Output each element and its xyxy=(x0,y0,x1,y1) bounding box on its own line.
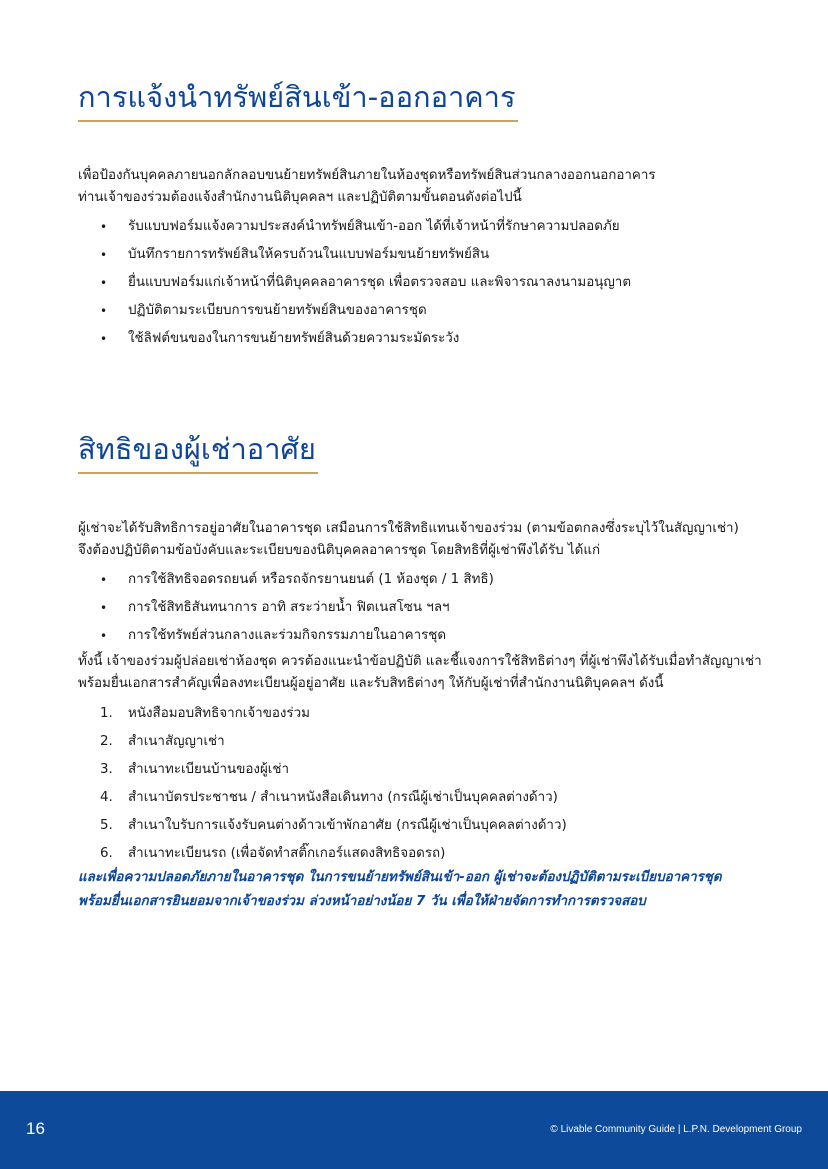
list-number: 5. xyxy=(100,818,113,833)
list-item-text: สำเนาสัญญาเช่า xyxy=(128,734,225,749)
list-item-text: ใช้ลิฟต์ขนของในการขนย้ายทรัพย์สินด้วยความระมัดระวัง xyxy=(128,331,460,346)
safety-note xyxy=(78,866,722,914)
list-item-text: ปฏิบัติตามระเบียบการขนย้ายทรัพย์สินของอาคารชุด xyxy=(128,303,427,318)
intro-line: ผู้เช่าจะได้รับสิทธิการอยู่อาศัยในอาคารชุด เสมือนการใช้สิทธิแทนเจ้าของร่วม (ตามข้อตกลงซึ่งระบุไว้ในสัญญาเช่า) xyxy=(78,521,739,536)
bullet-dot: • xyxy=(100,248,108,262)
section-title-tenant-rights: สิทธิของผู้เช่าอาศัย xyxy=(78,432,316,466)
list-item-text: สำเนาบัตรประชาชน / สำเนาหนังสือเดินทาง (กรณีผู้เช่าเป็นบุคคลต่างด้าว) xyxy=(128,790,558,805)
list-item-text: สำเนาทะเบียนบ้านของผู้เช่า xyxy=(128,762,289,777)
list-item xyxy=(78,241,631,269)
list-item-text: การใช้ทรัพย์ส่วนกลางและร่วมกิจกรรมภายในอาคารชุด xyxy=(128,628,447,643)
list-item-text: สำเนาทะเบียนรถ (เพื่อจัดทำสติ๊กเกอร์แสดงสิทธิจอดรถ) xyxy=(128,846,446,861)
list-item xyxy=(78,700,567,728)
bullet-dot: • xyxy=(100,601,108,615)
list-item xyxy=(78,566,494,594)
bullet-dot: • xyxy=(100,276,108,290)
list-item-text: การใช้สิทธิสันทนาการ อาทิ สระว่ายน้ำ ฟิตเนสโซน ฯลฯ xyxy=(128,600,450,615)
tenant-rights-list xyxy=(78,566,494,650)
bullet-dot: • xyxy=(100,573,108,587)
bullet-dot: • xyxy=(100,220,108,234)
list-item-text: สำเนาใบรับการแจ้งรับคนต่างด้าวเข้าพักอาศัย (กรณีผู้เช่าเป็นบุคคลต่างด้าว) xyxy=(128,818,567,833)
intro-line: เพื่อป้องกันบุคคลภายนอกลักลอบขนย้ายทรัพย์สินภายในห้องชุดหรือทรัพย์สินส่วนกลางออกนอกอาคาร xyxy=(78,168,656,183)
list-item xyxy=(78,784,567,812)
list-item xyxy=(78,213,631,241)
list-item xyxy=(78,756,567,784)
list-item-text: รับแบบฟอร์มแจ้งความประสงค์นำทรัพย์สินเข้า-ออก ได้ที่เจ้าหน้าที่รักษาความปลอดภัย xyxy=(128,219,620,234)
list-item-text: หนังสือมอบสิทธิจากเจ้าของร่วม xyxy=(128,706,310,721)
list-item xyxy=(78,269,631,297)
list-item-text: บันทึกรายการทรัพย์สินให้ครบถ้วนในแบบฟอร์มขนย้ายทรัพย์สิน xyxy=(128,247,490,262)
page-footer xyxy=(0,1091,828,1169)
bullet-dot: • xyxy=(100,304,108,318)
list-number: 3. xyxy=(100,762,113,777)
section2-intro xyxy=(78,518,768,562)
page-number: 16 xyxy=(26,1119,45,1138)
list-item xyxy=(78,812,567,840)
list-number: 6. xyxy=(100,846,113,861)
list-number: 2. xyxy=(100,734,113,749)
list-item xyxy=(78,840,567,868)
list-number: 4. xyxy=(100,790,113,805)
title-underline xyxy=(78,472,318,474)
note-line: พร้อมยื่นเอกสารยินยอมจากเจ้าของร่วม ล่วงหน้าอย่างน้อย 7 วัน เพื่อให้ฝ่ายจัดการทำการตรวจสอบ xyxy=(78,894,646,909)
bullet-dot: • xyxy=(100,332,108,346)
paragraph-line: ทั้งนี้ เจ้าของร่วมผู้ปล่อยเช่าห้องชุด ควรต้องแนะนำข้อปฏิบัติ และชี้แจงการใช้สิทธิต่างๆ ที่ผู้เช่าพึงได้รับเมื่อทำสัญญาเช่า xyxy=(78,654,762,669)
list-item-text: ยื่นแบบฟอร์มแก่เจ้าหน้าที่นิติบุคคลอาคารชุด เพื่อตรวจสอบ และพิจารณาลงนามอนุญาต xyxy=(128,275,632,290)
section2-registration-paragraph xyxy=(78,651,768,695)
list-item xyxy=(78,622,494,650)
list-item xyxy=(78,728,567,756)
footer-credit: © Livable Community Guide | L.P.N. Development Group xyxy=(550,1124,802,1135)
bullet-dot: • xyxy=(100,629,108,643)
section-title-property-moving: การแจ้งนำทรัพย์สินเข้า-ออกอาคาร xyxy=(78,80,516,114)
moving-steps-list xyxy=(78,213,631,353)
list-item xyxy=(78,594,494,622)
intro-line: จึงต้องปฏิบัติตามข้อบังคับและระเบียบของนิติบุคคลอาคารชุด โดยสิทธิที่ผู้เช่าพึงได้รับ ได้แก่ xyxy=(78,543,601,558)
list-item xyxy=(78,297,631,325)
note-line: และเพื่อความปลอดภัยภายในอาคารชุด ในการขนย้ายทรัพย์สินเข้า-ออก ผู้เช่าจะต้องปฏิบัติตามระเบียบอาคารชุด xyxy=(78,870,722,885)
title-underline xyxy=(78,120,518,122)
section1-intro xyxy=(78,165,768,209)
required-documents-list xyxy=(78,700,567,868)
list-number: 1. xyxy=(100,706,113,721)
intro-line: ท่านเจ้าของร่วมต้องแจ้งสำนักงานนิติบุคคลฯ และปฏิบัติตามขั้นตอนดังต่อไปนี้ xyxy=(78,190,522,205)
list-item-text: การใช้สิทธิจอดรถยนต์ หรือรถจักรยานยนต์ (1 ห้องชุด / 1 สิทธิ) xyxy=(128,572,494,587)
list-item xyxy=(78,325,631,353)
paragraph-line: พร้อมยื่นเอกสารสำคัญเพื่อลงทะเบียนผู้อยู่อาศัย และรับสิทธิต่างๆ ให้กับผู้เช่าที่สำนักงานนิติบุคคลฯ ดังนี้ xyxy=(78,676,664,691)
